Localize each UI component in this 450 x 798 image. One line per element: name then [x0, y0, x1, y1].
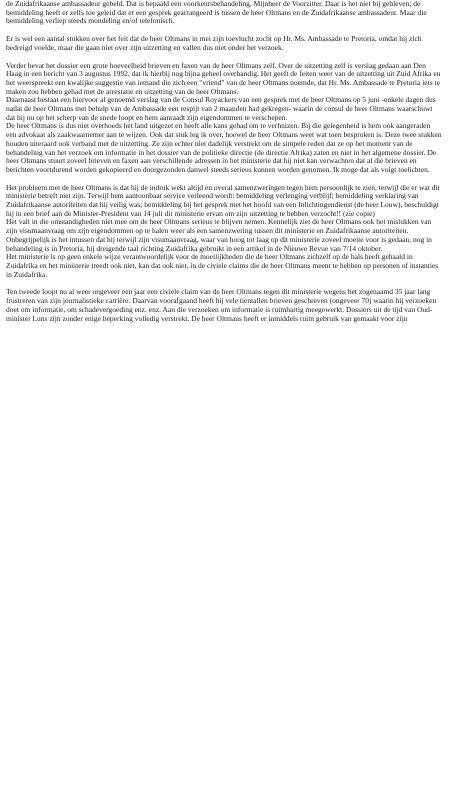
paragraph-verantwoordelijkheid: Het ministerie is op geen enkele wijze verantwoordelijk voor de moeilijkheden die de heer Oltmans zichzelf op de hals heeft gehaald in Zuidafrika en het ministerie treedt ook niet, kan dat ook niet, in de civiele claims die de heer Oltmans meent te hebben op personen of instanties in Zuidafrika.	[6, 252, 439, 279]
paragraph-probleem: Het probleem met de heer Oltmans is dat hij de indruk wekt altijd en overal samenzweringen tegen hem persoonlijk te zien, terwijl die er wat dit ministerie betreft niet zijn. Terwijl hem aantoonbaar service verleend wordt: bemiddeling verlenging verblijf; bemiddeling verklaring van Zuidafrikaanse autoriteiten dat hij veilig was; bemiddeling bij het gesprek met het hoofd van een Inlichtingendienst (de heer Louw), beschuldigt hij in een brief aan de Minister-President van 14 juli dit ministerie ervan om zijn uitzetting te hebben verzocht!! (zie copie)	[6, 182, 440, 218]
paragraph-niet-overhoeds: De heer Oltmans is dus niet overhoeds het land uitgezet en heeft alle kans gehad om te verhuizen. Bij die gelegenheid is hem ook aangeraden een advokaat als zaakwaarnemer aan te wijzen. Ook dat stuk leg ik over, hoewel de heer Oltmans weet wat toen besproken is. Deze twee stukken houden uiteraard ook verband met de uitzetting. Ze zijn echter niet dadelijk verstrekt om de simpele reden dat ze op het moment van de behandeling van het verzoek om informatie in het dossier van de politieke directie (de directie Afrika) zaten en niet in het algemene dossier. De heer Oltmans stuurt zoveel brieven en faxen aan verschillende adressen in het ministerie dat hij niet kan verwachten dat al die brieven en berichten voortdurend worden gekopieerd en doorgezonden danwel steeds serieus kunnen worden genomen. Ik moge dat als volgt toelichten.	[6, 121, 442, 174]
paragraph-voorkeursbehandeling: de Zuidafrikaanse ambassadeur gebeld. Dat is bepaald een voorkeursbehandeling, Mijnheer de Voorzitter. Daar is het niet bij gebleven; de bemiddeling heeft er zelfs toe geleid dat er een gesprek gearrangeerd is tussen de heer Oltmans en de Zuidafrikaanse ambassadeur. Maar die bemiddeling verliep steeds mondeling en/of telefonisch.	[6, 0, 427, 26]
paragraph-civiele-claim: Ten tweede loopt nu al weer ongeveer een jaar een civiele claim van de heer Oltmans tegen dit ministerie wegens het zogenaamd 35 jaar lang frustreren van zijn journalistieke carrière. Daarvan voorafgaand heeft hij vele tientallen brieven geschreven (ongeveer 70) waarin hij verzoeken doet om informatie, om schadevergoeding enz. enz. Aan die verzoeken om informatie is ruimhartig meegewerkt. Dossiers uit de tijd van Oud-minister Luns zijn zonder enige beperking volledig verstrekt. De heer Oltmans heeft er inmiddels ruim gebruik van gemaakt voor zijn	[6, 287, 437, 323]
paragraph-dossier: Verder bevat het dossier een grote hoeveelheid brieven en faxen van de heer Oltmans zelf. Over de uitzetting zelf is verslag gedaan aan Den Haag in een bericht van 3 augustus 1992, dat ik hierbij nog bijna geheel overhandig. Het geeft de feiten weer van de uitzetting uit Zuid Afrika en het weerspreekt een kwalijke suggestie van iemand die zich een "vriend" van de heer Oltmans noemde, dat Hr. Ms. Ambassade te Pretoria iets te maken zou hebben gehad met de arrestatie en uitzetting van de heer Oltmans.	[6, 60, 441, 96]
paragraph-toevlucht: Er is wel een aantal stukken over het feit dat de heer Oltmans in mei zijn toevlucht zocht op Hr. Ms. Ambassade te Pretoria, omdat hij zich bedreigd voelde, maar die gaan niet over zijn uitzetting en vallen dus niet onder het verzoek.	[6, 34, 422, 52]
paragraph-omstandigheden: Het valt in die omstandigheden niet mee om de heer Oltmans serieus te blijven nemen. Kennelijk ziet de heer Oltmans ook het mislukken van zijn visumaanvraag om zijn eigendommen op te halen weer als een samenzwering tussen dit ministerie en Zuidafrikaanse autoriteiten. Onbegrijpelijk is het intussen dat hij terwijl zijn visumaanvraag, waar van hoog tot laag op dit ministerie zoveel moeite voor is gedaan, nog in behandeling is in Pretoria, hij dreigende taal richting Zuidafrika gebruikt in een artikel in de Nieuwe Revue van 7/14 oktober.	[6, 217, 432, 253]
paragraph-consul-verslag: Daarnaast bestaat een hiervoor al genoemd verslag van de Consul Royackers van een gesprek met de heer Oltmans op 5 juni -enkele dagen dus nadat de heer Oltmans met behulp van de Ambassade een respijt van 2 maanden had gekregen- waarin de consul de heer Oltmans waarschuwt dat hij nu op het scherp van de snede loopt en hem aanraadt zijn eigendommen te verschepen.	[6, 95, 436, 122]
